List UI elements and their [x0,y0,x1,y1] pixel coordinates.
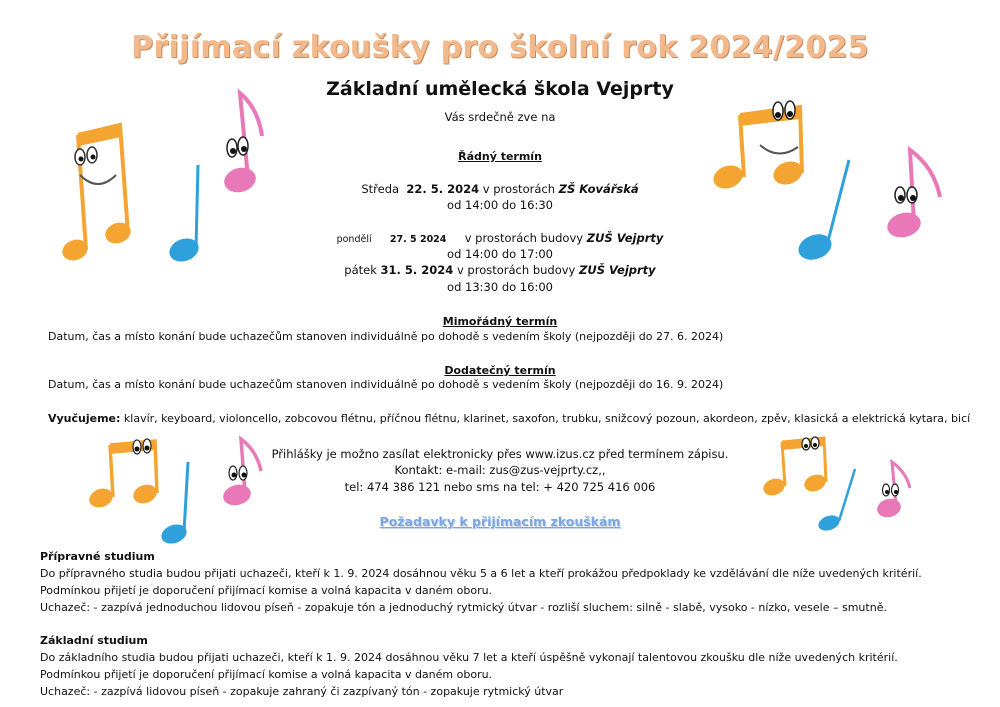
regular-term-line-1 [0,181,1000,197]
preparatory-line: Do přípravného studia budou přijati uchazeči, kteří k 1. 9. 2024 dosáhnou věku 5 a 6 let a kteří prokážou předpoklady ke vzdělávání dle níže uvedených kritérií. [40,567,922,580]
requirements-link[interactable]: Požadavky k přijímacím zkouškám [379,514,621,529]
school-name: Základní umělecká škola Vejprty [326,78,674,100]
term-location-prefix: v prostorách budovy [456,263,576,277]
basic-line: Do základního studia budou přijati uchazeči, kteří k 1. 9. 2024 dosáhnou věku 7 let a kteří úspěšně vykonají talentovou zkoušku dle níže uvedených kritérií. [40,651,898,664]
invitation-text: Vás srdečně zve na [444,110,556,124]
additional-term-text: Datum, čas a místo konání bude uchazečům stanoven individuálně po dohodě s vedením školy (nejpozději do 16. 9. 2024) [48,378,724,391]
basic-line: Uchazeč: - zazpívá lidovou píseň - zopakuje zahraný či zazpívaný tón - zopakuje rytmický útvar [40,685,564,698]
preparatory-line: Uchazeč: - zazpívá jednoduchou lidovou píseň - zopakuje tón a jednoduchý rytmický útvar - rozliší sluchem: silně - slabě, vysoko - nízko, vesele – smutně. [40,601,887,614]
term-place: ZŠ Kovářská [558,182,639,196]
regular-term-time-1: od 14:00 do 16:30 [447,198,553,212]
contact-phone: tel: 474 386 121 nebo sms na tel: + 420 725 416 006 [344,480,656,494]
preparatory-line: Podmínkou přijetí je doporučení přijímací komise a volná kapacita v daném oboru. [40,584,493,597]
teaching-instruments [48,411,970,427]
page-title: Přijímací zkoušky pro školní rok 2024/2025 [131,30,869,65]
extra-term-text: Datum, čas a místo konání bude uchazečům stanoven individuálně po dohodě s vedením školy (nejpozději do 27. 6. 2024) [48,330,724,343]
regular-term-heading-label: Řádný termín [458,150,542,163]
teaching-label: Vyučujeme: [48,412,121,425]
term-day: pátek [344,263,377,277]
regular-term-time-3: od 13:30 do 16:00 [447,280,553,294]
term-place: ZUŠ Vejprty [586,231,664,245]
extra-term-heading-label: Mimořádný termín [442,315,558,328]
term-date: 22. 5. 2024 [406,182,480,196]
basic-heading: Základní studium [40,634,148,647]
basic-line: Podmínkou přijetí je doporučení přijímací komise a volná kapacita v daném oboru. [40,668,493,681]
preparatory-heading: Přípravné studium [40,550,155,563]
additional-term-heading-label: Dodatečný termín [444,364,556,377]
term-location-prefix: v prostorách budovy [464,231,584,245]
regular-term-time-2: od 14:00 do 17:00 [447,247,553,261]
regular-term-line-3 [0,262,1000,278]
extra-term-heading [0,313,1000,330]
teaching-list: klavír, keyboard, violoncello, zobcovou flétnu, příčnou flétnu, klarinet, saxofon, trubku, snižcový pozoun, akordeon, zpěv, klasická a elektrická kytara, bicí [123,412,971,425]
contact-line-1: Přihlášky je možno zasílat elektronicky přes www.izus.cz před termínem zápisu. [271,447,729,461]
term-day: pondělí [336,234,372,245]
regular-term-heading [0,148,1000,165]
contact-email: Kontakt: e-mail: zus@zus-vejprty.cz,, [394,463,606,477]
term-date: 31. 5. 2024 [380,263,454,277]
term-date: 27. 5 2024 [389,234,447,245]
term-location-prefix: v prostorách [482,182,555,196]
term-place: ZUŠ Vejprty [579,263,656,277]
term-day: Středa [361,182,400,196]
